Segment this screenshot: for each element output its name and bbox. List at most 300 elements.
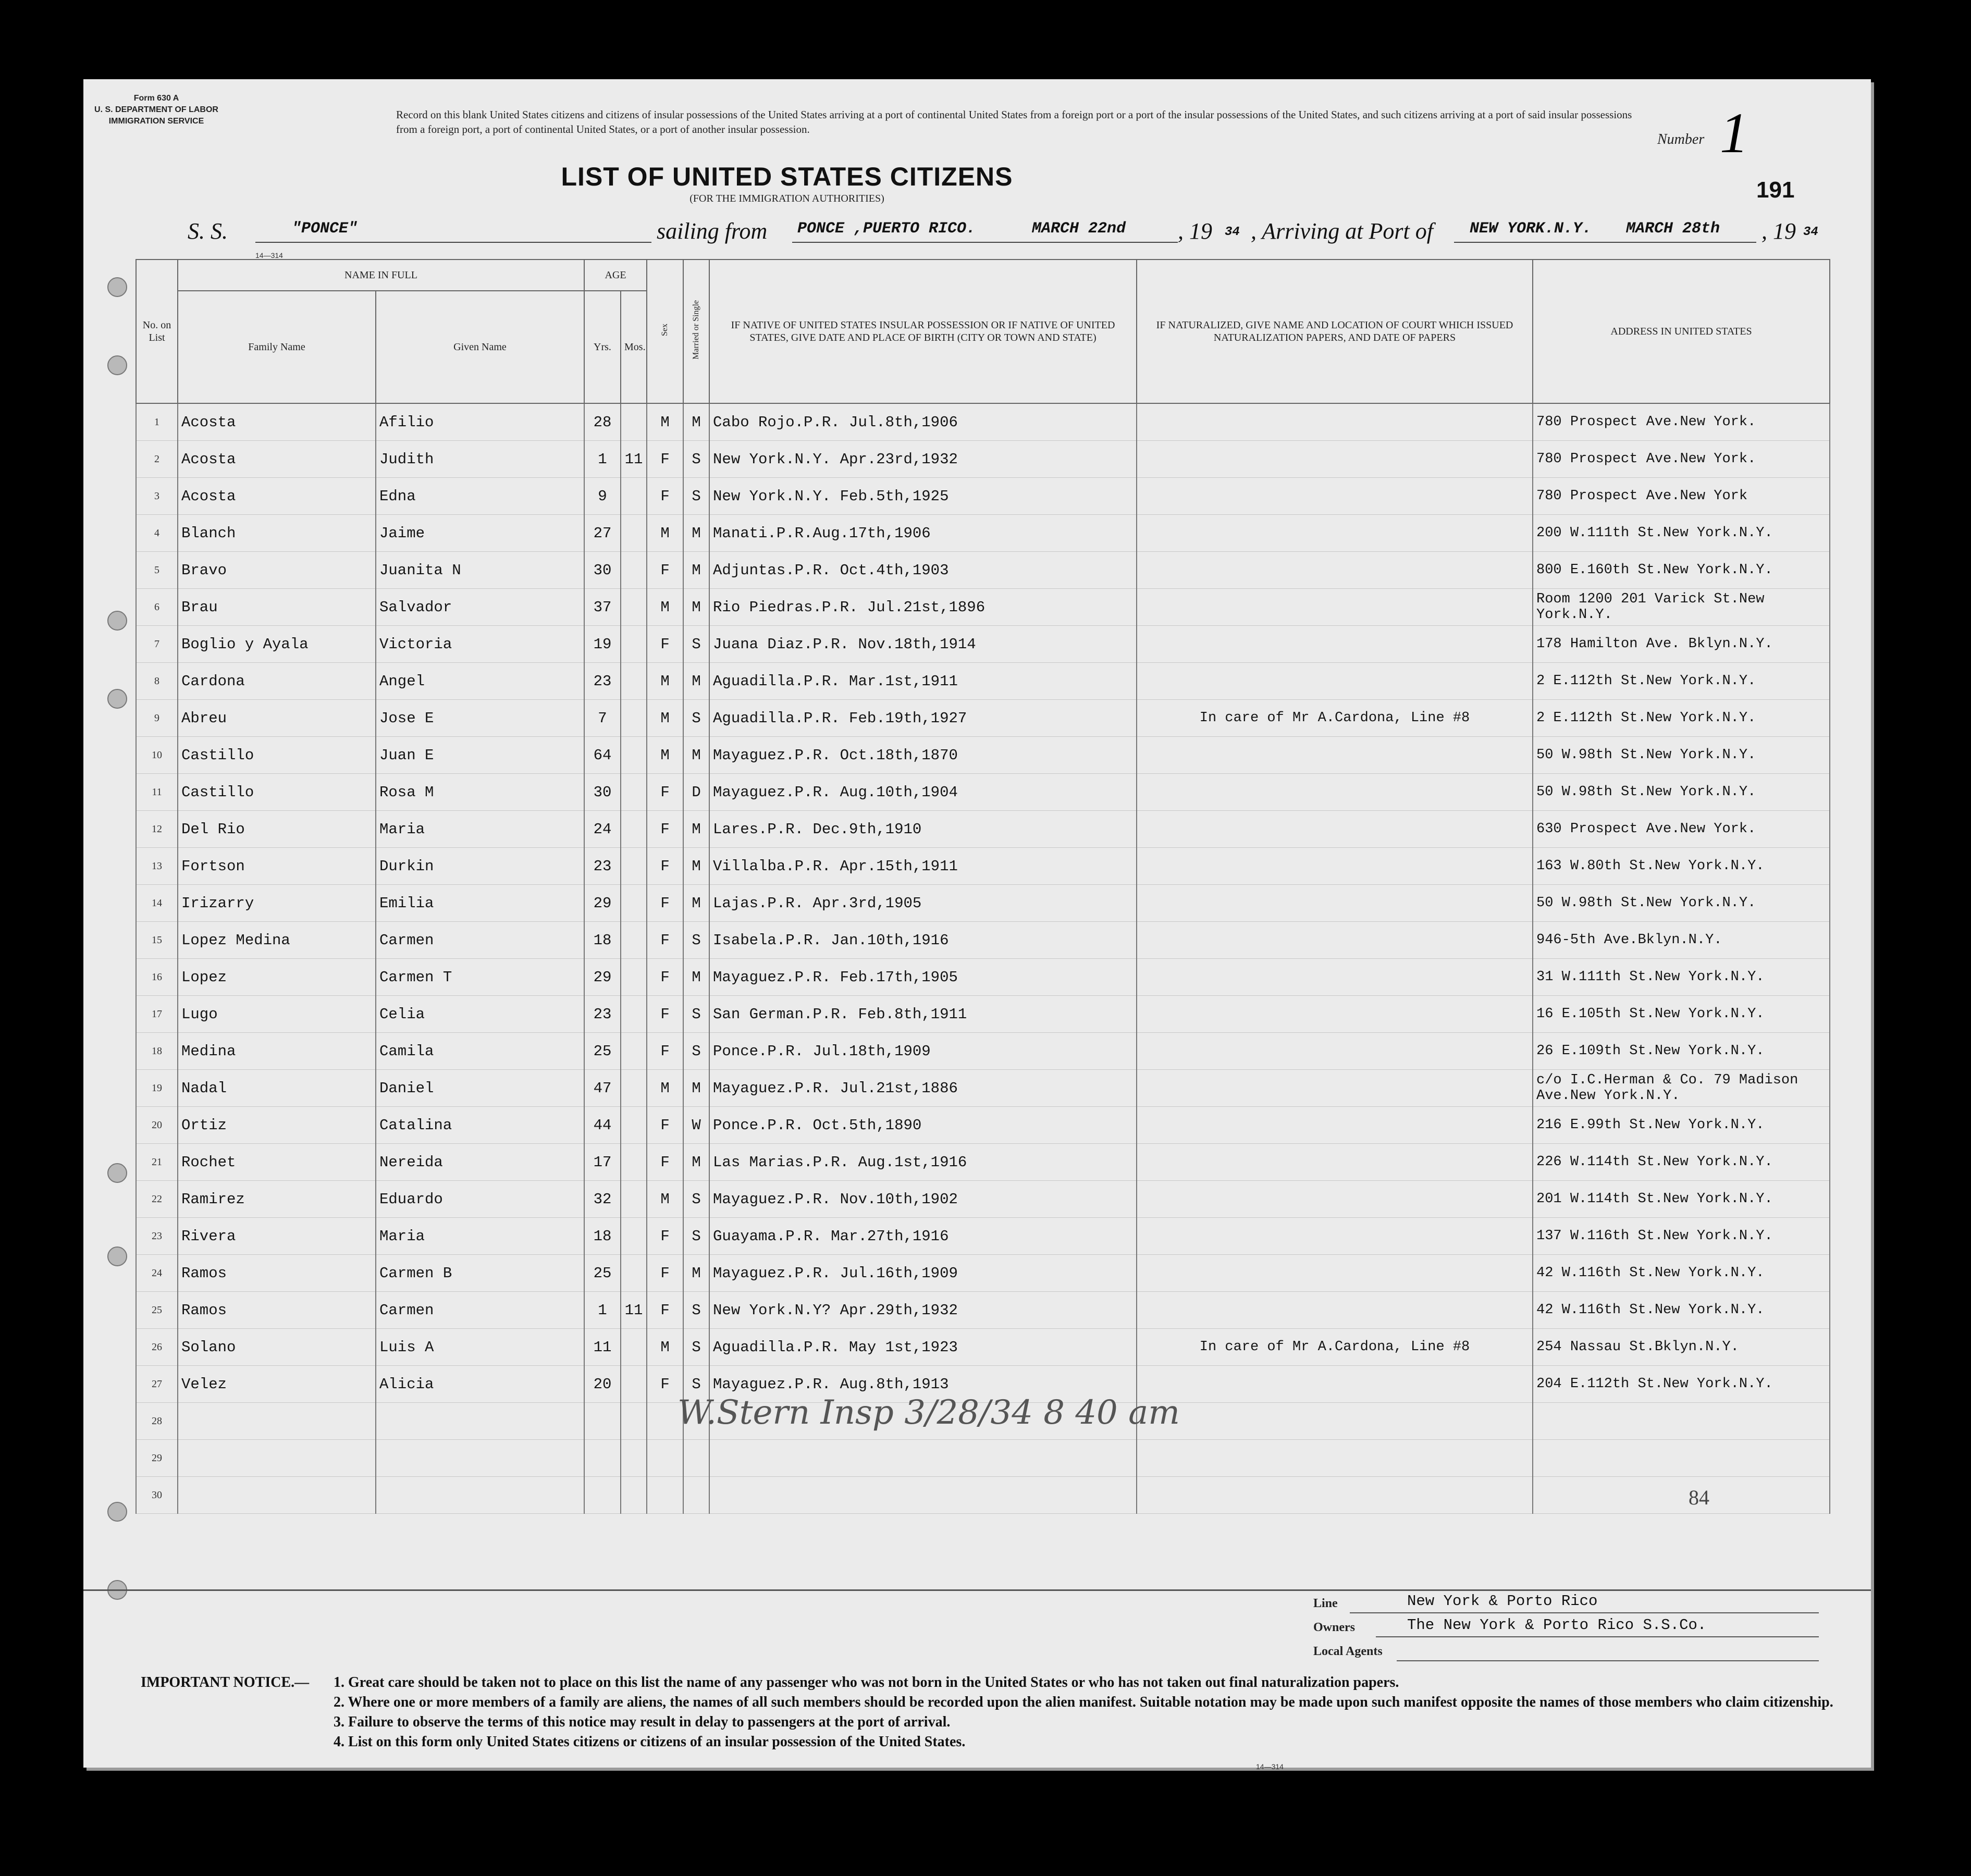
family-name — [178, 1440, 376, 1477]
family-name — [178, 1477, 376, 1514]
naturalization-note — [1137, 1440, 1533, 1477]
given-name: Eduardo — [376, 1181, 584, 1218]
naturalization-note — [1137, 811, 1533, 848]
marital-status: D — [683, 774, 709, 811]
birth-place-date: Ponce.P.R. Oct.5th,1890 — [709, 1107, 1137, 1144]
family-name — [178, 1403, 376, 1440]
age-months — [621, 996, 647, 1033]
marital-status: S — [683, 922, 709, 959]
table-row — [136, 1070, 1830, 1107]
naturalization-note — [1137, 1218, 1533, 1255]
marital-status: S — [683, 1218, 709, 1255]
sex: F — [647, 1292, 683, 1329]
age-years: 18 — [584, 1218, 621, 1255]
sex — [647, 1477, 683, 1514]
naturalization-note — [1137, 959, 1533, 996]
arriving-label: , Arriving at Port of — [1251, 218, 1433, 244]
row-number: 12 — [136, 811, 178, 848]
col-no: No. on List — [136, 260, 178, 403]
family-name: Ramos — [178, 1255, 376, 1292]
naturalization-note: In care of Mr A.Cardona, Line #8 — [1137, 1329, 1533, 1366]
given-name — [376, 1403, 584, 1440]
given-name: Carmen — [376, 1292, 584, 1329]
table-row — [136, 589, 1830, 626]
number-value: 1 — [1720, 101, 1748, 165]
naturalization-note — [1137, 737, 1533, 774]
owners-value: The New York & Porto Rico S.S.Co. — [1407, 1616, 1707, 1634]
footer-divider — [83, 1589, 1871, 1591]
marital-status: M — [683, 589, 709, 626]
row-number: 7 — [136, 626, 178, 663]
line-rule — [1350, 1612, 1819, 1613]
family-name: Fortson — [178, 848, 376, 885]
naturalization-note — [1137, 1477, 1533, 1514]
marital-status: S — [683, 1329, 709, 1366]
sex: F — [647, 626, 683, 663]
marital-status: M — [683, 1070, 709, 1107]
age-months — [621, 700, 647, 737]
family-name: Ortiz — [178, 1107, 376, 1144]
given-name: Camila — [376, 1033, 584, 1070]
line-label: Line — [1313, 1597, 1338, 1610]
birth-place-date: Mayaguez.P.R. Jul.21st,1886 — [709, 1070, 1137, 1107]
us-address: 780 Prospect Ave.New York — [1533, 478, 1830, 515]
marital-status: M — [683, 515, 709, 552]
marital-status: S — [683, 478, 709, 515]
row-number: 28 — [136, 1403, 178, 1440]
arrival-date: MARCH 28th — [1626, 220, 1720, 238]
col-naturalized: IF NATURALIZED, GIVE NAME AND LOCATION OF COURT WHICH ISSUED NATURALIZATION PAPERS, AND DATE OF PAPERS — [1137, 260, 1533, 403]
age-months — [621, 552, 647, 589]
us-address: 630 Prospect Ave.New York. — [1533, 811, 1830, 848]
family-name: Ramos — [178, 1292, 376, 1329]
row-number: 5 — [136, 552, 178, 589]
marital-status: M — [683, 959, 709, 996]
marital-status: M — [683, 663, 709, 700]
departure-rule — [792, 242, 1178, 243]
age-years: 25 — [584, 1033, 621, 1070]
given-name: Daniel — [376, 1070, 584, 1107]
age-years: 24 — [584, 811, 621, 848]
naturalization-note — [1137, 1107, 1533, 1144]
birth-place-date: Mayaguez.P.R. Aug.8th,1913 — [709, 1366, 1137, 1403]
sex: F — [647, 848, 683, 885]
age-years: 29 — [584, 959, 621, 996]
vessel-name: "PONCE" — [292, 220, 358, 238]
age-years: 9 — [584, 478, 621, 515]
punch-hole — [107, 355, 127, 375]
naturalization-note — [1137, 1366, 1533, 1403]
notice-lead: IMPORTANT NOTICE.— — [141, 1674, 310, 1690]
col-mos: Mos. — [621, 291, 647, 403]
sex: M — [647, 515, 683, 552]
sex: M — [647, 700, 683, 737]
birth-place-date: Rio Piedras.P.R. Jul.21st,1896 — [709, 589, 1137, 626]
naturalization-note — [1137, 441, 1533, 478]
birth-place-date: Villalba.P.R. Apr.15th,1911 — [709, 848, 1137, 885]
family-name: Lopez — [178, 959, 376, 996]
marital-status — [683, 1477, 709, 1514]
us-address: 780 Prospect Ave.New York. — [1533, 441, 1830, 478]
age-months — [621, 1255, 647, 1292]
row-number: 26 — [136, 1329, 178, 1366]
inspector-signature: W.Stern Insp 3/28/34 8 40 am — [677, 1393, 1180, 1432]
table-row — [136, 403, 1830, 441]
marital-status: M — [683, 737, 709, 774]
agents-label: Local Agents — [1313, 1645, 1383, 1658]
table-row — [136, 1033, 1830, 1070]
age-months — [621, 478, 647, 515]
department: U. S. DEPARTMENT OF LABOR — [94, 105, 218, 114]
table-row — [136, 1440, 1830, 1477]
given-name — [376, 1477, 584, 1514]
row-number: 11 — [136, 774, 178, 811]
age-months — [621, 1033, 647, 1070]
age-years: 17 — [584, 1144, 621, 1181]
given-name: Jaime — [376, 515, 584, 552]
birth-place-date: Isabela.P.R. Jan.10th,1916 — [709, 922, 1137, 959]
sex: M — [647, 1329, 683, 1366]
row-number: 1 — [136, 403, 178, 441]
birth-place-date: Ponce.P.R. Jul.18th,1909 — [709, 1033, 1137, 1070]
us-address: c/o I.C.Herman & Co. 79 Madison Ave.New York.N.Y. — [1533, 1070, 1830, 1107]
table-row — [136, 848, 1830, 885]
row-number: 13 — [136, 848, 178, 885]
marital-status: M — [683, 552, 709, 589]
arrival-port: NEW YORK.N.Y. — [1470, 220, 1592, 238]
naturalization-note — [1137, 1144, 1533, 1181]
sex: M — [647, 663, 683, 700]
given-name — [376, 1440, 584, 1477]
sex: M — [647, 737, 683, 774]
sex: F — [647, 1033, 683, 1070]
family-name: Ramirez — [178, 1181, 376, 1218]
age-years: 1 — [584, 441, 621, 478]
service: IMMIGRATION SERVICE — [108, 117, 204, 126]
age-months — [621, 1070, 647, 1107]
given-name: Alicia — [376, 1366, 584, 1403]
naturalization-note — [1137, 1033, 1533, 1070]
punch-hole — [107, 1246, 127, 1266]
family-name: Del Rio — [178, 811, 376, 848]
punch-hole — [107, 1163, 127, 1183]
sex: F — [647, 922, 683, 959]
sex: F — [647, 885, 683, 922]
table-row — [136, 441, 1830, 478]
col-sex: Sex — [647, 260, 683, 403]
family-name: Rivera — [178, 1218, 376, 1255]
marital-status: S — [683, 441, 709, 478]
naturalization-note — [1137, 626, 1533, 663]
row-number: 16 — [136, 959, 178, 996]
age-years: 30 — [584, 552, 621, 589]
arrival-year: 34 — [1803, 225, 1818, 239]
sex: F — [647, 1218, 683, 1255]
sex: M — [647, 1070, 683, 1107]
table-row — [136, 1181, 1830, 1218]
birth-place-date: Las Marias.P.R. Aug.1st,1916 — [709, 1144, 1137, 1181]
age-years: 23 — [584, 996, 621, 1033]
family-name: Brau — [178, 589, 376, 626]
sex: F — [647, 1144, 683, 1181]
age-years — [584, 1477, 621, 1514]
given-name: Juan E — [376, 737, 584, 774]
age-months — [621, 1403, 647, 1440]
age-months — [621, 626, 647, 663]
marital-status: M — [683, 885, 709, 922]
naturalization-note — [1137, 663, 1533, 700]
row-number: 18 — [136, 1033, 178, 1070]
family-name: Acosta — [178, 403, 376, 441]
family-name: Castillo — [178, 774, 376, 811]
sex: M — [647, 403, 683, 441]
us-address: 254 Nassau St.Bklyn.N.Y. — [1533, 1329, 1830, 1366]
family-name: Acosta — [178, 441, 376, 478]
age-months — [621, 663, 647, 700]
us-address: 226 W.114th St.New York.N.Y. — [1533, 1144, 1830, 1181]
form-number: Form 630 A — [133, 94, 179, 103]
sex: F — [647, 552, 683, 589]
marital-status: S — [683, 996, 709, 1033]
birth-place-date: New York.N.Y. Apr.23rd,1932 — [709, 441, 1137, 478]
table-row — [136, 737, 1830, 774]
family-name: Medina — [178, 1033, 376, 1070]
table-row — [136, 478, 1830, 515]
preamble: Record on this blank United States citizens and citizens of insular possessions of the United States arriving at a port of continental United States from a foreign port or a port of the insular possessions of the United States, and such citizens arriving at a port of said insular possessions from a foreign port, a port of continental United States, or a port of another insular possession. — [396, 108, 1632, 135]
age-months: 11 — [621, 1292, 647, 1329]
sex: F — [647, 441, 683, 478]
family-name: Lugo — [178, 996, 376, 1033]
page-title: LIST OF UNITED STATES CITIZENS — [561, 162, 1013, 191]
sex: F — [647, 1107, 683, 1144]
table-row — [136, 922, 1830, 959]
birth-place-date: Aguadilla.P.R. May 1st,1923 — [709, 1329, 1137, 1366]
notice-item: 3. Failure to observe the terms of this notice may result in delay to passengers at the port of arrival. — [334, 1714, 951, 1730]
naturalization-note — [1137, 1292, 1533, 1329]
birth-place-date: Adjuntas.P.R. Oct.4th,1903 — [709, 552, 1137, 589]
given-name: Luis A — [376, 1329, 584, 1366]
marital-status: M — [683, 403, 709, 441]
marital-status: S — [683, 1033, 709, 1070]
manifest-sheet — [83, 79, 1871, 1771]
table-row — [136, 1292, 1830, 1329]
table-row — [136, 1329, 1830, 1366]
birth-place-date: Mayaguez.P.R. Feb.17th,1905 — [709, 959, 1137, 996]
col-family-name: Family Name — [178, 291, 376, 403]
arrival-year-prefix: , 19 — [1761, 218, 1796, 244]
table-row — [136, 552, 1830, 589]
notice-item: 2. Where one or more members of a family are aliens, the names of all such members should be recorded upon the alien manifest. Suitable notation may be made upon such manifest opposite the names of those members who claim citizenship. — [334, 1694, 1833, 1710]
age-years: 27 — [584, 515, 621, 552]
table-row — [136, 811, 1830, 848]
notice-item: 4. List on this form only United States citizens or citizens of an insular possession of the United States. — [334, 1734, 966, 1750]
marital-status: M — [683, 1255, 709, 1292]
age-months — [621, 737, 647, 774]
birth-place-date: Lajas.P.R. Apr.3rd,1905 — [709, 885, 1137, 922]
page-number: 191 — [1756, 177, 1795, 203]
age-months — [621, 811, 647, 848]
us-address: Room 1200 201 Varick St.New York.N.Y. — [1533, 589, 1830, 626]
passenger-rows — [136, 403, 1830, 1514]
birth-place-date: Cabo Rojo.P.R. Jul.8th,1906 — [709, 403, 1137, 441]
given-name: Rosa M — [376, 774, 584, 811]
given-name: Edna — [376, 478, 584, 515]
given-name: Carmen B — [376, 1255, 584, 1292]
row-number: 21 — [136, 1144, 178, 1181]
marital-status: S — [683, 1181, 709, 1218]
age-years: 37 — [584, 589, 621, 626]
us-address — [1533, 1477, 1830, 1514]
sex: F — [647, 1366, 683, 1403]
us-address: 42 W.116th St.New York.N.Y. — [1533, 1255, 1830, 1292]
age-months — [621, 774, 647, 811]
naturalization-note — [1137, 1070, 1533, 1107]
ss-label: S. S. — [188, 218, 228, 244]
family-name: Castillo — [178, 737, 376, 774]
table-row — [136, 774, 1830, 811]
given-name: Nereida — [376, 1144, 584, 1181]
age-months — [621, 1477, 647, 1514]
family-name: Nadal — [178, 1070, 376, 1107]
age-months — [621, 1329, 647, 1366]
us-address: 26 E.109th St.New York.N.Y. — [1533, 1033, 1830, 1070]
us-address: 42 W.116th St.New York.N.Y. — [1533, 1292, 1830, 1329]
naturalization-note — [1137, 515, 1533, 552]
sex: F — [647, 774, 683, 811]
print-code: 14—314 — [255, 251, 283, 260]
family-name: Cardona — [178, 663, 376, 700]
given-name: Afilio — [376, 403, 584, 441]
age-years: 25 — [584, 1255, 621, 1292]
marital-status: S — [683, 626, 709, 663]
family-name: Velez — [178, 1366, 376, 1403]
family-name: Boglio y Ayala — [178, 626, 376, 663]
footer-print-code: 14—314 — [1256, 1762, 1284, 1771]
family-name: Lopez Medina — [178, 922, 376, 959]
given-name: Durkin — [376, 848, 584, 885]
marital-status: S — [683, 1292, 709, 1329]
col-name-in-full: NAME IN FULL — [178, 260, 584, 291]
age-months — [621, 515, 647, 552]
us-address: 780 Prospect Ave.New York. — [1533, 403, 1830, 441]
row-number: 4 — [136, 515, 178, 552]
birth-place-date: Mayaguez.P.R. Jul.16th,1909 — [709, 1255, 1137, 1292]
age-years: 1 — [584, 1292, 621, 1329]
departure-year: 34 — [1225, 225, 1240, 239]
age-years: 32 — [584, 1181, 621, 1218]
given-name: Salvador — [376, 589, 584, 626]
us-address: 204 E.112th St.New York.N.Y. — [1533, 1366, 1830, 1403]
punch-hole — [107, 611, 127, 631]
age-years: 23 — [584, 848, 621, 885]
marital-status: W — [683, 1107, 709, 1144]
marital-status: M — [683, 848, 709, 885]
given-name: Maria — [376, 811, 584, 848]
age-months — [621, 1366, 647, 1403]
table-row — [136, 959, 1830, 996]
naturalization-note: In care of Mr A.Cardona, Line #8 — [1137, 700, 1533, 737]
birth-place-date: New York.N.Y? Apr.29th,1932 — [709, 1292, 1137, 1329]
departure-date: MARCH 22nd — [1032, 220, 1126, 238]
birth-place-date: Aguadilla.P.R. Feb.19th,1927 — [709, 700, 1137, 737]
line-value: New York & Porto Rico — [1407, 1593, 1598, 1610]
age-years — [584, 1440, 621, 1477]
table-row — [136, 1218, 1830, 1255]
marital-status: S — [683, 700, 709, 737]
punch-hole — [107, 689, 127, 709]
row-number: 29 — [136, 1440, 178, 1477]
table-row — [136, 1255, 1830, 1292]
us-address: 800 E.160th St.New York.N.Y. — [1533, 552, 1830, 589]
row-number: 22 — [136, 1181, 178, 1218]
naturalization-note — [1137, 478, 1533, 515]
given-name: Carmen — [376, 922, 584, 959]
marital-status — [683, 1440, 709, 1477]
table-row — [136, 996, 1830, 1033]
row-number: 30 — [136, 1477, 178, 1514]
row-number: 9 — [136, 700, 178, 737]
us-address: 2 E.112th St.New York.N.Y. — [1533, 663, 1830, 700]
departure-year-prefix: , 19 — [1178, 218, 1212, 244]
given-name: Juanita N — [376, 552, 584, 589]
sex: M — [647, 589, 683, 626]
row-number: 27 — [136, 1366, 178, 1403]
vessel-rule — [255, 242, 651, 243]
naturalization-note — [1137, 1181, 1533, 1218]
given-name: Angel — [376, 663, 584, 700]
family-name: Irizarry — [178, 885, 376, 922]
row-number: 3 — [136, 478, 178, 515]
age-months — [621, 848, 647, 885]
age-months — [621, 922, 647, 959]
family-name: Rochet — [178, 1144, 376, 1181]
us-address — [1533, 1403, 1830, 1440]
form-id-block — [94, 93, 219, 127]
given-name: Emilia — [376, 885, 584, 922]
family-name: Abreu — [178, 700, 376, 737]
us-address: 50 W.98th St.New York.N.Y. — [1533, 774, 1830, 811]
age-years: 47 — [584, 1070, 621, 1107]
given-name: Maria — [376, 1218, 584, 1255]
birth-place-date: Mayaguez.P.R. Nov.10th,1902 — [709, 1181, 1137, 1218]
age-years: 7 — [584, 700, 621, 737]
sex: F — [647, 996, 683, 1033]
age-years: 23 — [584, 663, 621, 700]
us-address: 201 W.114th St.New York.N.Y. — [1533, 1181, 1830, 1218]
table-row — [136, 1144, 1830, 1181]
row-number: 19 — [136, 1070, 178, 1107]
col-given-name: Given Name — [376, 291, 584, 403]
age-years: 18 — [584, 922, 621, 959]
family-name: Acosta — [178, 478, 376, 515]
table-row — [136, 515, 1830, 552]
given-name: Catalina — [376, 1107, 584, 1144]
number-label: Number — [1657, 131, 1705, 147]
row-number: 17 — [136, 996, 178, 1033]
sex: F — [647, 478, 683, 515]
age-months — [621, 1107, 647, 1144]
row-number: 10 — [136, 737, 178, 774]
given-name: Judith — [376, 441, 584, 478]
marital-status: M — [683, 811, 709, 848]
age-months — [621, 1218, 647, 1255]
naturalization-note — [1137, 1403, 1533, 1440]
family-name: Blanch — [178, 515, 376, 552]
given-name: Jose E — [376, 700, 584, 737]
col-yrs: Yrs. — [584, 291, 621, 403]
sex: F — [647, 811, 683, 848]
us-address: 178 Hamilton Ave. Bklyn.N.Y. — [1533, 626, 1830, 663]
